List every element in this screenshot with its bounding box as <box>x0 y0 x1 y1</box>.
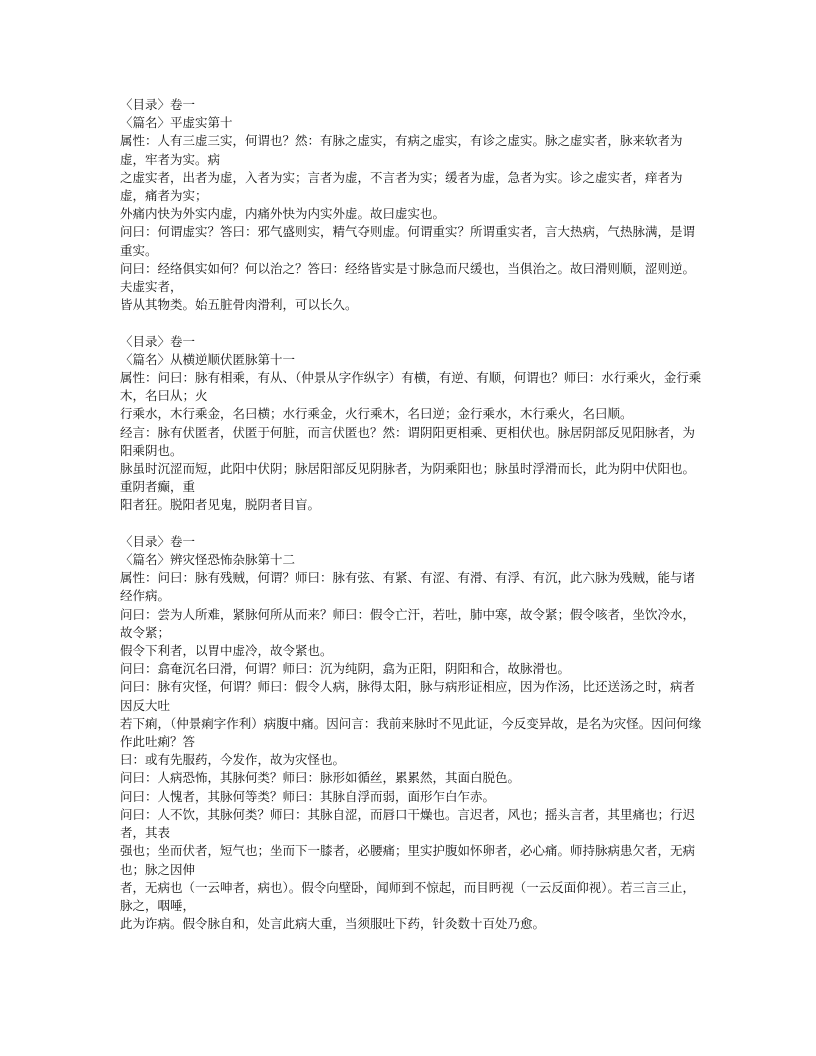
text-line: 阳者狂。脱阳者见鬼，脱阴者目盲。 <box>120 497 321 513</box>
chapter-title: 〈篇名〉平虚实第十 <box>120 115 233 131</box>
chapter-title: 〈篇名〉从横逆顺伏匿脉第十一 <box>120 351 296 367</box>
text-line: 属性：人有三虚三实，何谓也？然：有脉之虚实，有病之虚实，有诊之虚实。脉之虚实者，脉来软者为虚，牢者为实。病 <box>120 133 683 167</box>
catalog-line: 〈目录〉卷一 <box>120 333 196 349</box>
text-line: 问曰：翕奄沉名曰滑，何谓？师曰：沉为纯阴，翕为正阳，阴阳和合，故脉滑也。 <box>120 661 571 677</box>
text-line: 若下痢，（仲景痢字作利）病腹中痛。因问言：我前来脉时不见此证，今反变异故，是名为灾怪。因问何缘作此吐痢？答 <box>120 715 702 750</box>
text-line: 此为诈病。假令脉自和，处言此病大重，当须服吐下药，针灸数十百处乃愈。 <box>120 916 546 932</box>
text-line: 行乘水，木行乘金，名曰横；水行乘金，火行乘木，名曰逆；金行乘水，木行乘火，名曰顺。 <box>120 406 633 422</box>
text-line: 经言：脉有伏匿者，伏匿于何脏，而言伏匿也？然：谓阴阳更相乘、更相伏也。脉居阴部反见阳脉者，为阳乘阴也。 <box>120 424 696 458</box>
text-line: 属性：问曰：脉有残贼，何谓？师曰：脉有弦、有紧、有涩、有滑、有浮、有沉，此六脉为残贼，能与诸经作病。 <box>120 570 696 604</box>
text-line: 问曰：人愧者，其脉何等类？师曰：其脉自浮而弱，面形乍白乍赤。 <box>120 788 496 804</box>
text-line: 属性：问曰：脉有相乘，有从、（仲景从字作纵字）有横，有逆、有顺，何谓也？师曰：水行乘火，金行乘木，名曰从；火 <box>120 370 702 404</box>
text-line: 问曰：何谓虚实？答曰：邪气盛则实，精气夺则虚。何谓重实？所谓重实者，言大热病，气热脉满，是谓重实。 <box>120 224 696 258</box>
text-line: 脉虽时沉涩而短，此阳中伏阴；脉居阳部反见阴脉者，为阴乘阳也；脉虽时浮滑而长，此为阴中伏阳也。重阴者癫，重 <box>120 461 696 495</box>
document-body <box>120 96 705 933</box>
text-line: 问曰：人不饮，其脉何类？师曰：其脉自涩，而唇口干燥也。言迟者，风也；摇头言者，其里痛也；行迟者，其表 <box>120 806 696 841</box>
text-line: 皆从其物类。始五脏骨肉滑利，可以长久。 <box>120 297 358 313</box>
text-line: 问曰：人病恐怖，其脉何类？师曰：脉形如循丝，累累然，其面白脱色。 <box>120 770 521 786</box>
text-line: 问曰：脉有灾怪，何谓？师曰：假令人病，脉得太阳，脉与病形证相应，因为作汤，比还送汤之时，病者因反大吐 <box>120 679 696 713</box>
catalog-line: 〈目录〉卷一 <box>120 533 196 549</box>
text-line: 问曰：经络俱实如何？何以治之？答曰：经络皆实是寸脉急而尺缓也，当俱治之。故曰滑则顺，涩则逆。夫虚实者， <box>120 260 696 295</box>
catalog-line: 〈目录〉卷一 <box>120 97 196 112</box>
section-1 <box>120 96 705 314</box>
text-line: 问曰：尝为人所难，紧脉何所从而来？师曰：假令亡汗，若吐，肺中寒，故令紧；假令咳者，坐饮冷水，故令紧； <box>120 606 696 640</box>
text-line: 强也；坐而伏者，短气也；坐而下一膝者，必腰痛；里实护腹如怀卵者，必心痛。师持脉病患欠者，无病也；脉之因伸 <box>120 843 696 877</box>
chapter-title: 〈篇名〉辨灾怪恐怖杂脉第十二 <box>120 552 296 568</box>
text-line: 之虚实者，出者为虚，入者为实；言者为虚，不言者为实；缓者为虚，急者为实。诊之虚实者，痒者为虚，痛者为实； <box>120 169 683 204</box>
text-line: 者，无病也（一云呻者，病也）。假令向壁卧，闻师到不惊起，而目眄视（一云反面仰视）。若三言三止，脉之，咽唾， <box>120 879 696 913</box>
text-line: 假令下利者，以胃中虚冷，故令紧也。 <box>120 643 333 659</box>
text-line: 外痛内快为外实内虚，内痛外快为内实外虚。故曰虚实也。 <box>120 206 446 222</box>
section-2 <box>120 333 705 515</box>
section-3 <box>120 533 705 933</box>
text-line: 曰：或有先服药，今发作，故为灾怪也。 <box>120 752 346 768</box>
